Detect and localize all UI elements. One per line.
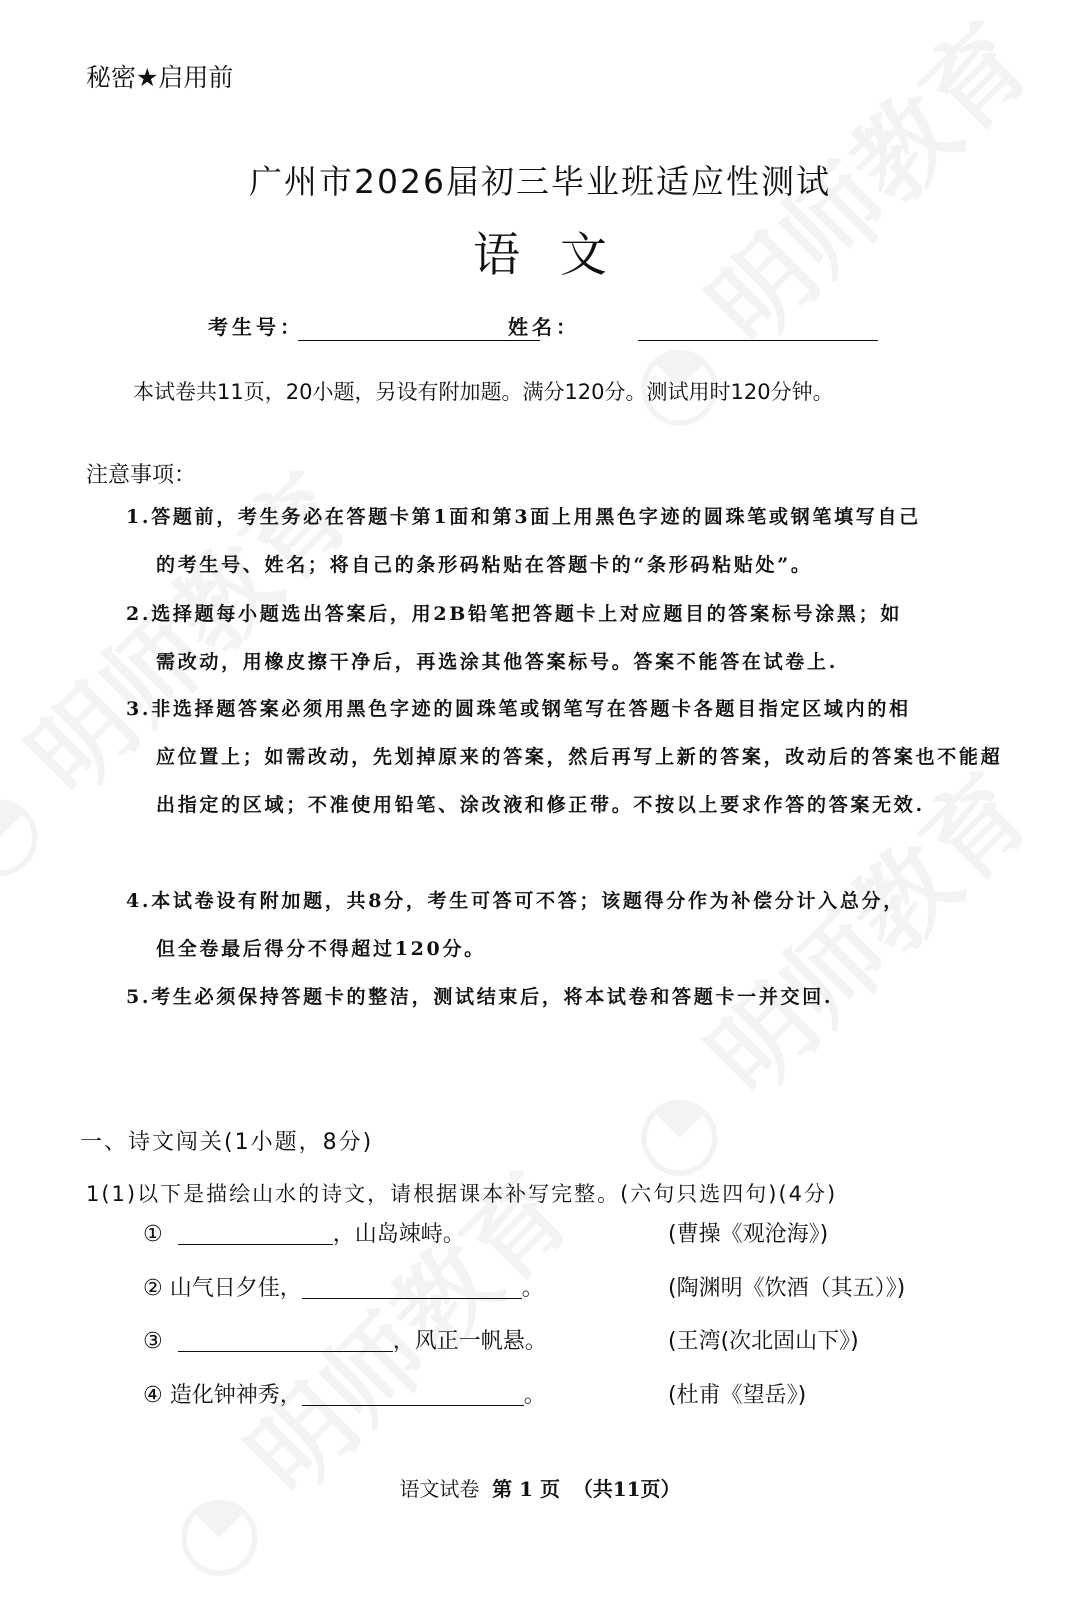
rule-text-continued: 应位置上；如需改动，先划掉原来的答案，然后再写上新的答案，改动后的答案也不能超出指定的区域；不准使用铅笔、涂改液和修正带。不按以上要求作答的答案无效.: [156, 746, 1003, 816]
item-number: ④: [143, 1383, 163, 1408]
rule-text: 5.考生必须保持答题卡的整洁，测试结束后，将本试卷和答题卡一并交回.: [126, 986, 834, 1008]
item-number: ②: [143, 1276, 163, 1301]
answer-blank[interactable]: [178, 1224, 333, 1245]
exam-number-field[interactable]: [298, 340, 540, 341]
footer-total: （共11页）: [572, 1477, 681, 1501]
name-label: 姓名：: [508, 315, 580, 339]
poem-line: [143, 1271, 544, 1302]
poem-text: 。: [523, 1383, 546, 1408]
question-prompt: 1(1)以下是描绘山水的诗文，请根据课本补写完整。(六句只选四句)(4分): [86, 1182, 838, 1206]
subject-title: 语文: [473, 228, 647, 283]
rule-text-continued: 需改动，用橡皮擦干净后，再选涂其他答案标号。答案不能答在试卷上.: [156, 651, 839, 673]
answer-blank[interactable]: [302, 1385, 524, 1406]
poem-text: 。: [521, 1276, 544, 1301]
exam-title: 广州市2026届初三毕业班适应性测试: [249, 162, 831, 201]
rule-text: 2.选择题每小题选出答案后，用2B铅笔把答题卡上对应题目的答案标号涂黑；如: [126, 603, 903, 625]
page-footer: [0, 1473, 1080, 1502]
answer-blank[interactable]: [302, 1278, 522, 1299]
answer-blank[interactable]: [178, 1331, 393, 1352]
poem-source: (王湾(次北固山下》): [668, 1329, 859, 1354]
poem-source: (杜甫《望岳》): [668, 1383, 807, 1408]
poem-text: 山气日夕佳，: [169, 1276, 302, 1301]
poem-text: ，山岛竦峙。: [332, 1222, 465, 1247]
item-number: ③: [143, 1329, 163, 1354]
poem-source: (陶渊明《饮酒（其五）》): [668, 1276, 906, 1301]
poem-line: [143, 1378, 546, 1409]
footer-page: 第 1 页: [492, 1477, 560, 1501]
rule-text: 1.答题前，考生务必在答题卡第1面和第3面上用黑色字迹的圆珠笔或钢笔填写自己: [126, 506, 921, 528]
notice-rule: [126, 877, 1006, 973]
notice-rule: [126, 973, 1006, 1021]
notice-title: 注意事项：: [86, 463, 197, 488]
rule-text-continued: 但全卷最后得分不得超过120分。: [156, 938, 486, 960]
rule-text-continued: 的考生号、姓名；将自己的条形码粘贴在答题卡的“条形码粘贴处”。: [156, 554, 813, 576]
notice-rule: [126, 590, 1006, 686]
secret-mark: 秘密★启用前: [86, 63, 234, 92]
poem-text: ，风正一帆悬。: [392, 1329, 547, 1354]
rule-text: 4.本试卷设有附加题，共8分，考生可答可不答；该题得分作为补偿分计入总分，: [126, 890, 905, 912]
footer-subject: 语文试卷: [399, 1477, 480, 1501]
notice-rule: [126, 493, 1006, 589]
poem-source: (曹操《观沧海》): [668, 1222, 829, 1247]
item-number: ①: [143, 1222, 163, 1247]
name-field[interactable]: [638, 340, 878, 341]
poem-line: [143, 1217, 465, 1248]
exam-number-label: 考生号：: [208, 315, 304, 339]
poem-line: [143, 1324, 547, 1355]
section-heading: 一、诗文闯关(1小题，8分): [80, 1130, 374, 1155]
poem-text: 造化钟神秀，: [169, 1383, 302, 1408]
rule-text: 3.非选择题答案必须用黑色字迹的圆珠笔或钢笔写在答题卡各题目指定区域内的相: [126, 698, 911, 720]
notice-rule: [126, 685, 1006, 829]
exam-info: 本试卷共11页，20小题，另设有附加题。满分120分。测试用时120分钟。: [133, 380, 834, 404]
